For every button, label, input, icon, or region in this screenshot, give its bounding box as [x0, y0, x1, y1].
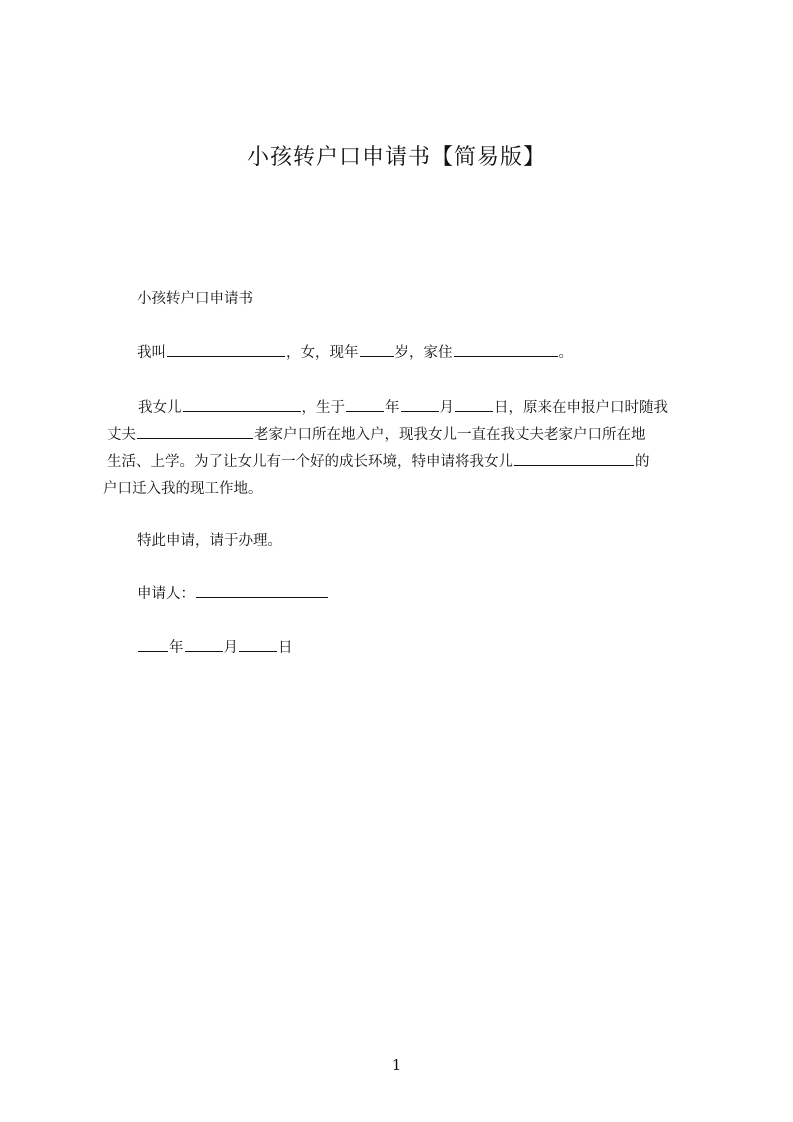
- body-line-4: 户口迁入我的现工作地。: [103, 481, 263, 497]
- intro-text-3: 岁，家住: [394, 345, 453, 361]
- body-line-1: [138, 401, 668, 416]
- body-text-1b: ，生于: [301, 400, 345, 416]
- date-year-label: 年: [169, 640, 184, 656]
- daughter-name-blank[interactable]: [183, 410, 301, 412]
- date-day-label: 日: [278, 640, 293, 656]
- applicant-line: [137, 587, 329, 602]
- name-blank[interactable]: [167, 355, 285, 357]
- body-text-1e: 日，原来在申报户口时随我: [494, 400, 668, 416]
- body-text-1a: 我女儿: [138, 400, 182, 416]
- age-blank[interactable]: [360, 355, 394, 357]
- birth-year-blank[interactable]: [346, 410, 384, 412]
- body-line-2: [107, 428, 646, 443]
- intro-text-1: 我叫: [137, 345, 166, 361]
- husband-name-blank[interactable]: [137, 437, 253, 439]
- applicant-label: 申请人：: [137, 586, 195, 602]
- body-text-1c: 年: [385, 400, 400, 416]
- body-text-2a: 丈夫: [107, 427, 136, 443]
- subtitle: 小孩转户口申请书: [137, 291, 253, 307]
- body-text-2b: 老家户口所在地入户，现我女儿一直在我丈夫老家户口所在地: [254, 427, 646, 443]
- date-day-blank[interactable]: [239, 650, 277, 652]
- page-title: 小孩转户口申请书【简易版】: [246, 145, 546, 170]
- closing: 特此申请，请于办理。: [137, 533, 282, 549]
- birth-day-blank[interactable]: [455, 410, 493, 412]
- intro-line: [137, 346, 573, 361]
- daughter-name-blank-2[interactable]: [514, 464, 634, 466]
- date-year-blank[interactable]: [138, 650, 168, 652]
- body-text-3b: 的: [635, 454, 650, 470]
- page-number: 1: [391, 1056, 402, 1074]
- date-month-label: 月: [223, 640, 238, 656]
- birth-month-blank[interactable]: [401, 410, 439, 412]
- intro-text-4: 。: [558, 345, 573, 361]
- date-line: [137, 641, 293, 656]
- applicant-blank[interactable]: [196, 596, 328, 598]
- body-text-1d: 月: [439, 400, 454, 416]
- body-text-3a: 生活、上学。为了让女儿有一个好的成长环境，特申请将我女儿: [107, 454, 513, 470]
- intro-text-2: ，女，现年: [286, 345, 359, 361]
- date-month-blank[interactable]: [185, 650, 223, 652]
- body-line-3: [107, 455, 650, 470]
- address-blank[interactable]: [454, 355, 558, 357]
